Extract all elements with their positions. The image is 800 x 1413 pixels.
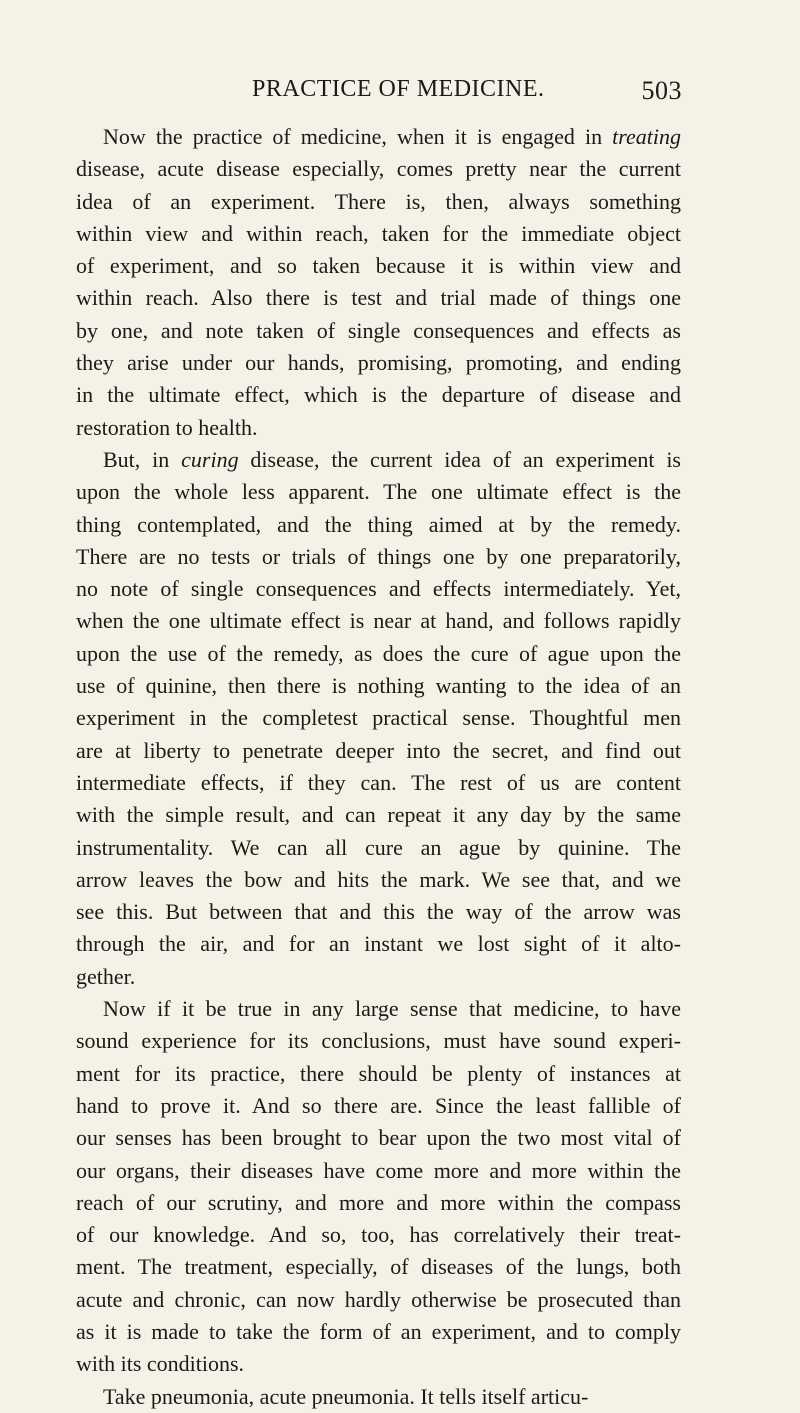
text-line: arrow leaves the bow and hits the mark. We see that, and we bbox=[76, 866, 681, 892]
text-line: gether. bbox=[76, 963, 136, 989]
text-line: upon the whole less apparent. The one ultimate effect is the bbox=[76, 479, 681, 505]
text-line: Now the practice of medicine, when it is engaged in treating bbox=[103, 124, 681, 149]
paragraph bbox=[49, 121, 681, 444]
text-line: with the simple result, and can repeat it any day by the same bbox=[76, 802, 681, 828]
text-line: reach of our scrutiny, and more and more within the compass bbox=[76, 1189, 681, 1215]
text-line: with its conditions. bbox=[76, 1351, 245, 1377]
paragraph bbox=[49, 993, 681, 1381]
paragraph bbox=[49, 1381, 681, 1413]
text-line: acute and chronic, can now hardly otherwise be prosecuted than bbox=[76, 1286, 681, 1312]
text-line: through the air, and for an instant we lost sight of it alto- bbox=[76, 931, 681, 957]
text-line: upon the use of the remedy, as does the cure of ague upon the bbox=[76, 640, 681, 666]
text-line: when the one ultimate effect is near at hand, and follows rapidly bbox=[76, 608, 681, 634]
text-line: disease, acute disease especially, comes pretty near the current bbox=[76, 156, 681, 182]
text-line: experiment in the completest practical sense. Thoughtful men bbox=[76, 705, 681, 731]
text-line: Take pneumonia, acute pneumonia. It tells itself articu- bbox=[103, 1383, 589, 1409]
text-line: But, in curing disease, the current idea of an experiment is bbox=[103, 446, 681, 472]
text-line: thing contemplated, and the thing aimed at by the remedy. bbox=[76, 511, 681, 537]
text-line: ment. The treatment, especially, of diseases of the lungs, both bbox=[76, 1254, 681, 1280]
text-line: of experiment, and so taken because it is within view and bbox=[76, 253, 681, 279]
paragraph bbox=[49, 444, 681, 993]
text-line: hand to prove it. And so there are. Since the least fallible of bbox=[76, 1092, 681, 1118]
running-title: PRACTICE OF MEDICINE. bbox=[252, 76, 545, 102]
text-line: instrumentality. We can all cure an ague by quinine. The bbox=[76, 834, 681, 860]
text-line: use of quinine, then there is nothing wanting to the idea of an bbox=[76, 673, 681, 699]
text-line: our senses has been brought to bear upon the two most vital of bbox=[76, 1125, 681, 1151]
text-line: as it is made to take the form of an experiment, and to comply bbox=[76, 1318, 681, 1344]
text-line: restoration to health. bbox=[76, 414, 258, 440]
text-line: within reach. Also there is test and trial made of things one bbox=[76, 285, 681, 311]
text-line: sound experience for its conclusions, must have sound experi- bbox=[76, 1028, 681, 1054]
text-line: are at liberty to penetrate deeper into the secret, and find out bbox=[76, 737, 681, 763]
running-head bbox=[252, 76, 682, 110]
text-line: ment for its practice, there should be plenty of instances at bbox=[76, 1060, 681, 1086]
text-line: our organs, their diseases have come more and more within the bbox=[76, 1157, 681, 1183]
text-line: they arise under our hands, promising, promoting, and ending bbox=[76, 350, 681, 376]
text-line: see this. But between that and this the way of the arrow was bbox=[76, 899, 681, 925]
body-text bbox=[49, 121, 681, 1413]
text-line: There are no tests or trials of things one by one preparatorily, bbox=[76, 543, 681, 569]
page-number: 503 bbox=[641, 76, 682, 105]
text-line: Now if it be true in any large sense that medicine, to have bbox=[103, 996, 681, 1022]
text-line: of our knowledge. And so, too, has correlatively their treat- bbox=[76, 1222, 681, 1248]
text-line: idea of an experiment. There is, then, always something bbox=[76, 188, 681, 214]
text-line: no note of single consequences and effects intermediately. Yet, bbox=[76, 576, 681, 602]
text-line: by one, and note taken of single consequences and effects as bbox=[76, 317, 681, 343]
text-line: in the ultimate effect, which is the departure of disease and bbox=[76, 382, 681, 408]
text-line: within view and within reach, taken for the immediate object bbox=[76, 220, 681, 246]
text-line: intermediate effects, if they can. The rest of us are content bbox=[76, 769, 681, 795]
